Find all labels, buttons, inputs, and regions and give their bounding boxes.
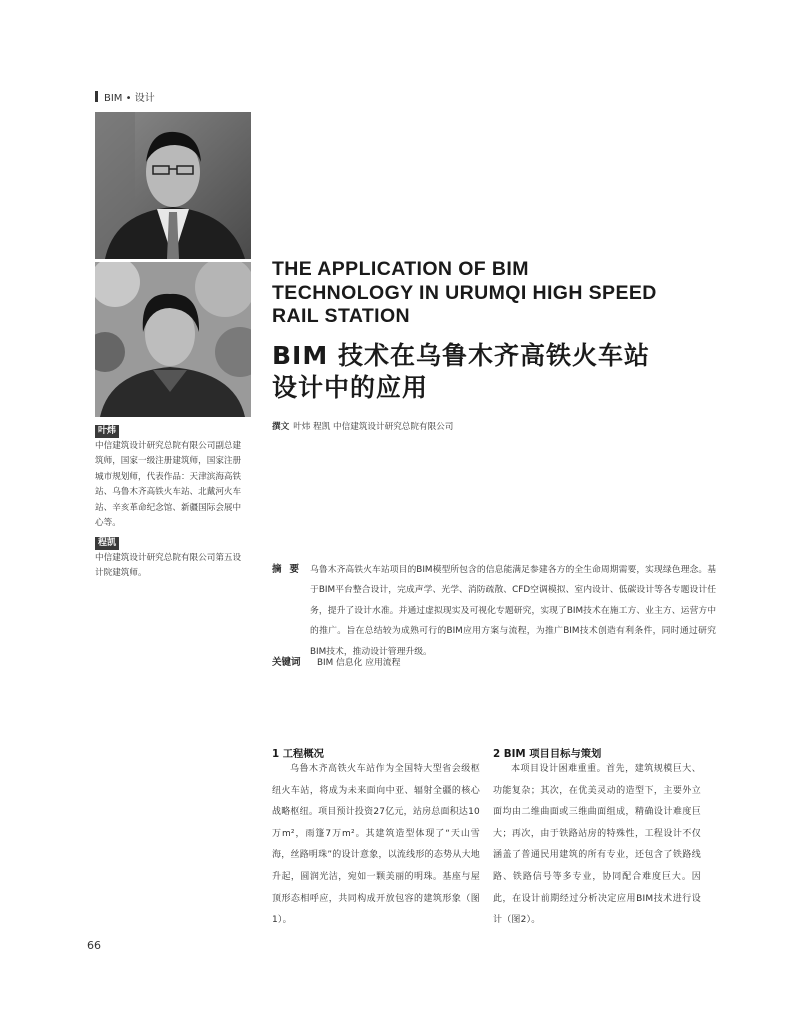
portrait-image-2: [95, 262, 251, 417]
byline-text: 叶炜 程凯 中信建筑设计研究总院有限公司: [293, 422, 454, 432]
page-number: 66: [87, 939, 101, 952]
abstract-label: 摘要: [272, 564, 308, 575]
author-bio-2: 中信建筑设计研究总院有限公司第五设计院建筑师。: [95, 553, 242, 579]
abstract-text: 乌鲁木齐高铁火车站项目的BIM模型所包含的信息能满足参建各方的全生命周期需要，实现绿色理念。基于BIM平台整合设计，完成声学、光学、消防疏散、CFD空调模拟、室内设计、低碳设计等各专题设计任务，提升了设计水准。并通过虚拟现实及可视化专题研究，实现了BIM技术在施工方、业主方、运营方中的推广。旨在总结较为成熟可行的BIM应用方案与流程，为推广BIM技术创造有利条件，同时通过研究BIM技术，推动设计管理升级。: [310, 565, 716, 657]
english-title-line: TECHNOLOGY IN URUMQI HIGH SPEED: [272, 281, 657, 304]
section-1-text: 乌鲁木齐高铁火车站作为全国特大型省会级枢纽火车站，将成为未来面向中亚、辐射全疆的核心战略枢纽。项目预计投资27亿元，站房总面积达10万m²，雨篷7万m²。其建筑造型体现了“天山雪海，丝路明珠”的设计意象，以流线形的态势从大地升起，圆润光洁，宛如一颗美丽的明珠。基座与屋顶形态相呼应，共同构成开放包容的建筑形象（图1）。: [272, 764, 480, 926]
author-name-1: 叶炜: [95, 425, 119, 438]
author-bio-1: 中信建筑设计研究总院有限公司副总建筑师，国家一级注册建筑师，国家注册城市规划师，代表作品：天津滨海高铁站、乌鲁木齐高铁火车站、北戴河火车站、辛亥革命纪念馆、新疆国际会展中心等。: [95, 441, 242, 529]
author-name-2: 程凯: [95, 537, 119, 550]
byline: [272, 420, 453, 432]
running-header: [95, 89, 155, 104]
byline-label: 撰文: [272, 422, 290, 432]
section-2-text: 本项目设计困难重重。首先，建筑规模巨大、功能复杂；其次，在优美灵动的造型下，主要外立面均由二维曲面或三维曲面组成，精确设计难度巨大；再次，由于铁路站房的特殊性，工程设计不仅涵盖了普通民用建筑的所有专业，还包含了铁路线路、铁路信号等多专业，协同配合难度巨大。因此，在设计前期经过分析决定应用BIM技术进行设计（图2）。: [493, 764, 701, 926]
portrait-image-1: [95, 112, 251, 259]
chinese-title-line: 设计中的应用: [272, 373, 429, 402]
chinese-title-line: BIM 技术在乌鲁木齐高铁火车站: [272, 341, 650, 370]
english-title: [272, 258, 742, 329]
header-bar: [95, 91, 98, 102]
section-1-title: 1 工程概况: [272, 748, 324, 760]
english-title-line: THE APPLICATION OF BIM: [272, 258, 529, 280]
keywords-text: BIM 信息化 应用流程: [317, 658, 401, 668]
header-section: BIM • 设计: [104, 93, 155, 104]
keywords-label: 关键词: [272, 657, 301, 668]
english-title-line: RAIL STATION: [272, 305, 411, 327]
author-photo-2: [95, 262, 251, 417]
author-photo-1: [95, 112, 251, 259]
chinese-title: [272, 340, 742, 404]
section-2-title: 2 BIM 项目目标与策划: [493, 748, 602, 760]
